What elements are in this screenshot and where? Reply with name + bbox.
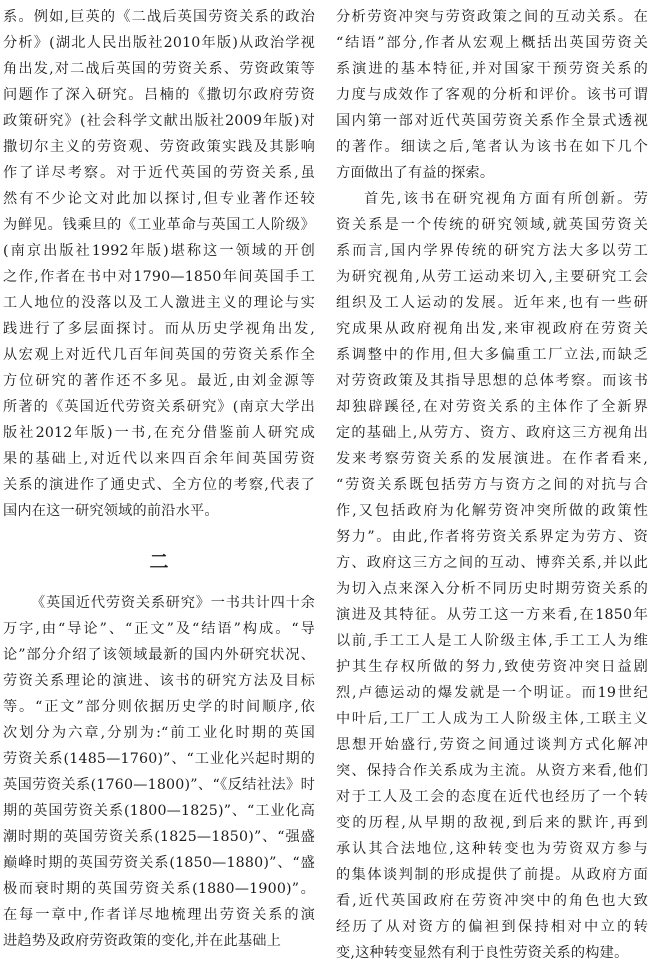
text-line: 次划分为六章,分别为:“前工业化时期的英国 <box>3 725 315 741</box>
text-line: 为鲜见。钱乘旦的《工业革命与英国工人阶级》 <box>3 217 315 233</box>
text-line: 关系的演进作了通史式、全方位的考察,代表了 <box>3 477 315 493</box>
paragraph-intro-literature <box>3 4 315 524</box>
text-line: 角出发,对二战后英国的劳资关系、劳资政策等 <box>3 61 315 77</box>
text-line: 烈,卢德运动的爆发就是一个明证。而19世纪 <box>336 685 648 701</box>
paragraph-book-structure <box>3 590 315 954</box>
text-line: 果的基础上,对近代以来四百余年间英国劳资 <box>3 451 315 467</box>
text-line: 却独辟蹊径,在对劳资关系的主体作了全新界 <box>336 399 648 415</box>
text-line: 思想开始盛行,劳资之间通过谈判方式化解冲 <box>336 737 648 753</box>
section-heading: 二 <box>149 551 169 573</box>
text-line: 政策研究》(社会科学文献出版社2009年版)对 <box>3 113 315 129</box>
text-line: 进趋势及政府劳资政策的变化,并在此基础上 <box>3 933 282 949</box>
right-column <box>336 4 648 966</box>
text-line: 系。例如,巨英的《二战后英国劳资关系的政治 <box>3 9 315 25</box>
text-line: 护其生存权所做的努力,致使劳资冲突日益剧 <box>336 659 648 675</box>
text-line: 发来考察劳资关系的发展演进。在作者看来, <box>336 451 648 467</box>
text-line: 劳资关系(1485—1760)”、“工业化兴起时期的 <box>3 751 315 767</box>
text-line: 潮时期的英国劳资关系(1825—1850)”、“强盛 <box>3 829 315 845</box>
text-line: 然有不少论文对此加以探讨,但专业著作还较 <box>3 191 315 207</box>
text-line: 国内第一部对近代英国劳资关系作全景式透视 <box>336 113 648 129</box>
text-line: 极而衰时期的英国劳资关系(1880—1900)”。 <box>3 881 315 897</box>
text-line: 努力”。由此,作者将劳资关系界定为劳方、资 <box>336 529 648 545</box>
text-line: 英国劳资关系(1760—1800)”、“《反结社法》时 <box>3 777 315 793</box>
text-line: 中叶后,工厂工人成为工人阶级主体,工联主义 <box>336 711 648 727</box>
text-line: 的著作。细读之后,笔者认为该书在如下几个 <box>336 139 648 155</box>
text-line: 万字,由“导论”、“正文”及“结语”构成。“导 <box>3 621 315 637</box>
text-line: 从宏观上对近代几百年间英国的劳资关系作全 <box>3 347 315 363</box>
text-line: 问题作了深入研究。吕楠的《撒切尔政府劳资 <box>3 87 315 103</box>
text-line: 工人地位的没落以及工人激进主义的理论与实 <box>3 295 315 311</box>
text-line: 国内在这一研究领域的前沿水平。 <box>3 503 219 519</box>
text-line: 分析》(湖北人民出版社2010年版)从政治学视 <box>3 35 315 51</box>
text-line: 期的英国劳资关系(1800—1825)”、“工业化高 <box>3 803 315 819</box>
text-line: 方位研究的著作还不多见。最近,由刘金源等 <box>3 373 315 389</box>
text-line: 组织及工人运动的发展。近年来,也有一些研 <box>336 295 648 311</box>
text-line: 版社2012年版)一书,在充分借鉴前人研究成 <box>3 425 315 441</box>
text-line: 首先,该书在研究视角方面有所创新。劳 <box>364 191 648 207</box>
text-line: 经历了从对资方的偏袒到保持相对中立的转 <box>336 919 648 935</box>
text-line: 以前,手工工人是工人阶级主体,手工工人为维 <box>336 633 648 649</box>
text-line: “劳资关系既包括劳方与资方之间的对抗与合 <box>336 477 648 493</box>
text-line: 践进行了多层面探讨。而从历史学视角出发, <box>3 321 315 337</box>
text-line: 的集体谈判制的形成提供了前提。从政府方面 <box>336 867 648 883</box>
text-line: 定的基础上,从劳方、资方、政府这三方视角出 <box>336 425 648 441</box>
paragraph-conclusion-summary <box>336 4 648 186</box>
paragraph-research-perspective <box>336 186 648 966</box>
text-line: 在每一章中,作者详尽地梳理出劳资关系的演 <box>3 907 315 923</box>
text-line: “结语”部分,作者从宏观上概括出英国劳资关 <box>336 35 648 51</box>
text-line: 巅峰时期的英国劳资关系(1850—1880)”、“盛 <box>3 855 315 871</box>
text-line: 对于工人及工会的态度在近代也经历了一个转 <box>336 789 648 805</box>
text-line: 之作,作者在书中对1790—1850年间英国手工 <box>3 269 315 285</box>
text-line: 资关系是一个传统的研究领域,就英国劳资关 <box>336 217 648 233</box>
text-line: 系调整中的作用,但大多偏重工厂立法,而缺乏 <box>336 347 648 363</box>
text-line: 劳资关系理论的演进、该书的研究方法及目标 <box>3 673 315 689</box>
text-line: 承认其合法地位,这种转变也为劳资双方参与 <box>336 841 648 857</box>
text-line: 分析劳资冲突与劳资政策之间的互动关系。在 <box>336 9 648 25</box>
text-line: 撒切尔主义的劳资观、劳资政策实践及其影响 <box>3 139 315 155</box>
text-line: 作,又包括政府为化解劳资冲突所做的政策性 <box>336 503 648 519</box>
text-line: 变,这种转变显然有利于良性劳资关系的构建。 <box>336 945 629 961</box>
text-line: 所著的《英国近代劳资关系研究》(南京大学出 <box>3 399 315 415</box>
text-line: 为研究视角,从劳工运动来切入,主要研究工会 <box>336 269 648 285</box>
left-column <box>3 4 315 954</box>
text-line: 方、政府这三方之间的互动、博弈关系,并以此 <box>336 555 648 571</box>
text-line: 论”部分介绍了该领域最新的国内外研究状况、 <box>3 647 315 663</box>
text-line: 对劳资政策及其指导思想的总体考察。而该书 <box>336 373 648 389</box>
text-line: 究成果从政府视角出发,来审视政府在劳资关 <box>336 321 648 337</box>
text-line: 力度与成效作了客观的分析和评价。该书可谓 <box>336 87 648 103</box>
text-line: 系而言,国内学界传统的研究方法大多以劳工 <box>336 243 648 259</box>
text-line: 等。“正文”部分则依据历史学的时间顺序,依 <box>3 699 315 715</box>
text-line: 变的历程,从早期的敌视,到后来的默许,再到 <box>336 815 648 831</box>
text-line: 系演进的基本特征,并对国家干预劳资关系的 <box>336 61 648 77</box>
text-line: 方面做出了有益的探索。 <box>336 165 495 181</box>
text-line: 《英国近代劳资关系研究》一书共计四十余 <box>31 595 315 611</box>
text-line: 为切入点来深入分析不同历史时期劳资关系的 <box>336 581 648 597</box>
text-line: (南京出版社1992年版)堪称这一领域的开创 <box>3 243 315 259</box>
text-line: 看,近代英国政府在劳资冲突中的角色也大致 <box>336 893 648 909</box>
text-line: 作了详尽考察。对于近代英国的劳资关系,虽 <box>3 165 315 181</box>
text-line: 突、保持合作关系成为主流。从资方来看,他们 <box>336 763 648 779</box>
text-line: 演进及其特征。从劳工这一方来看,在1850年 <box>336 607 648 623</box>
